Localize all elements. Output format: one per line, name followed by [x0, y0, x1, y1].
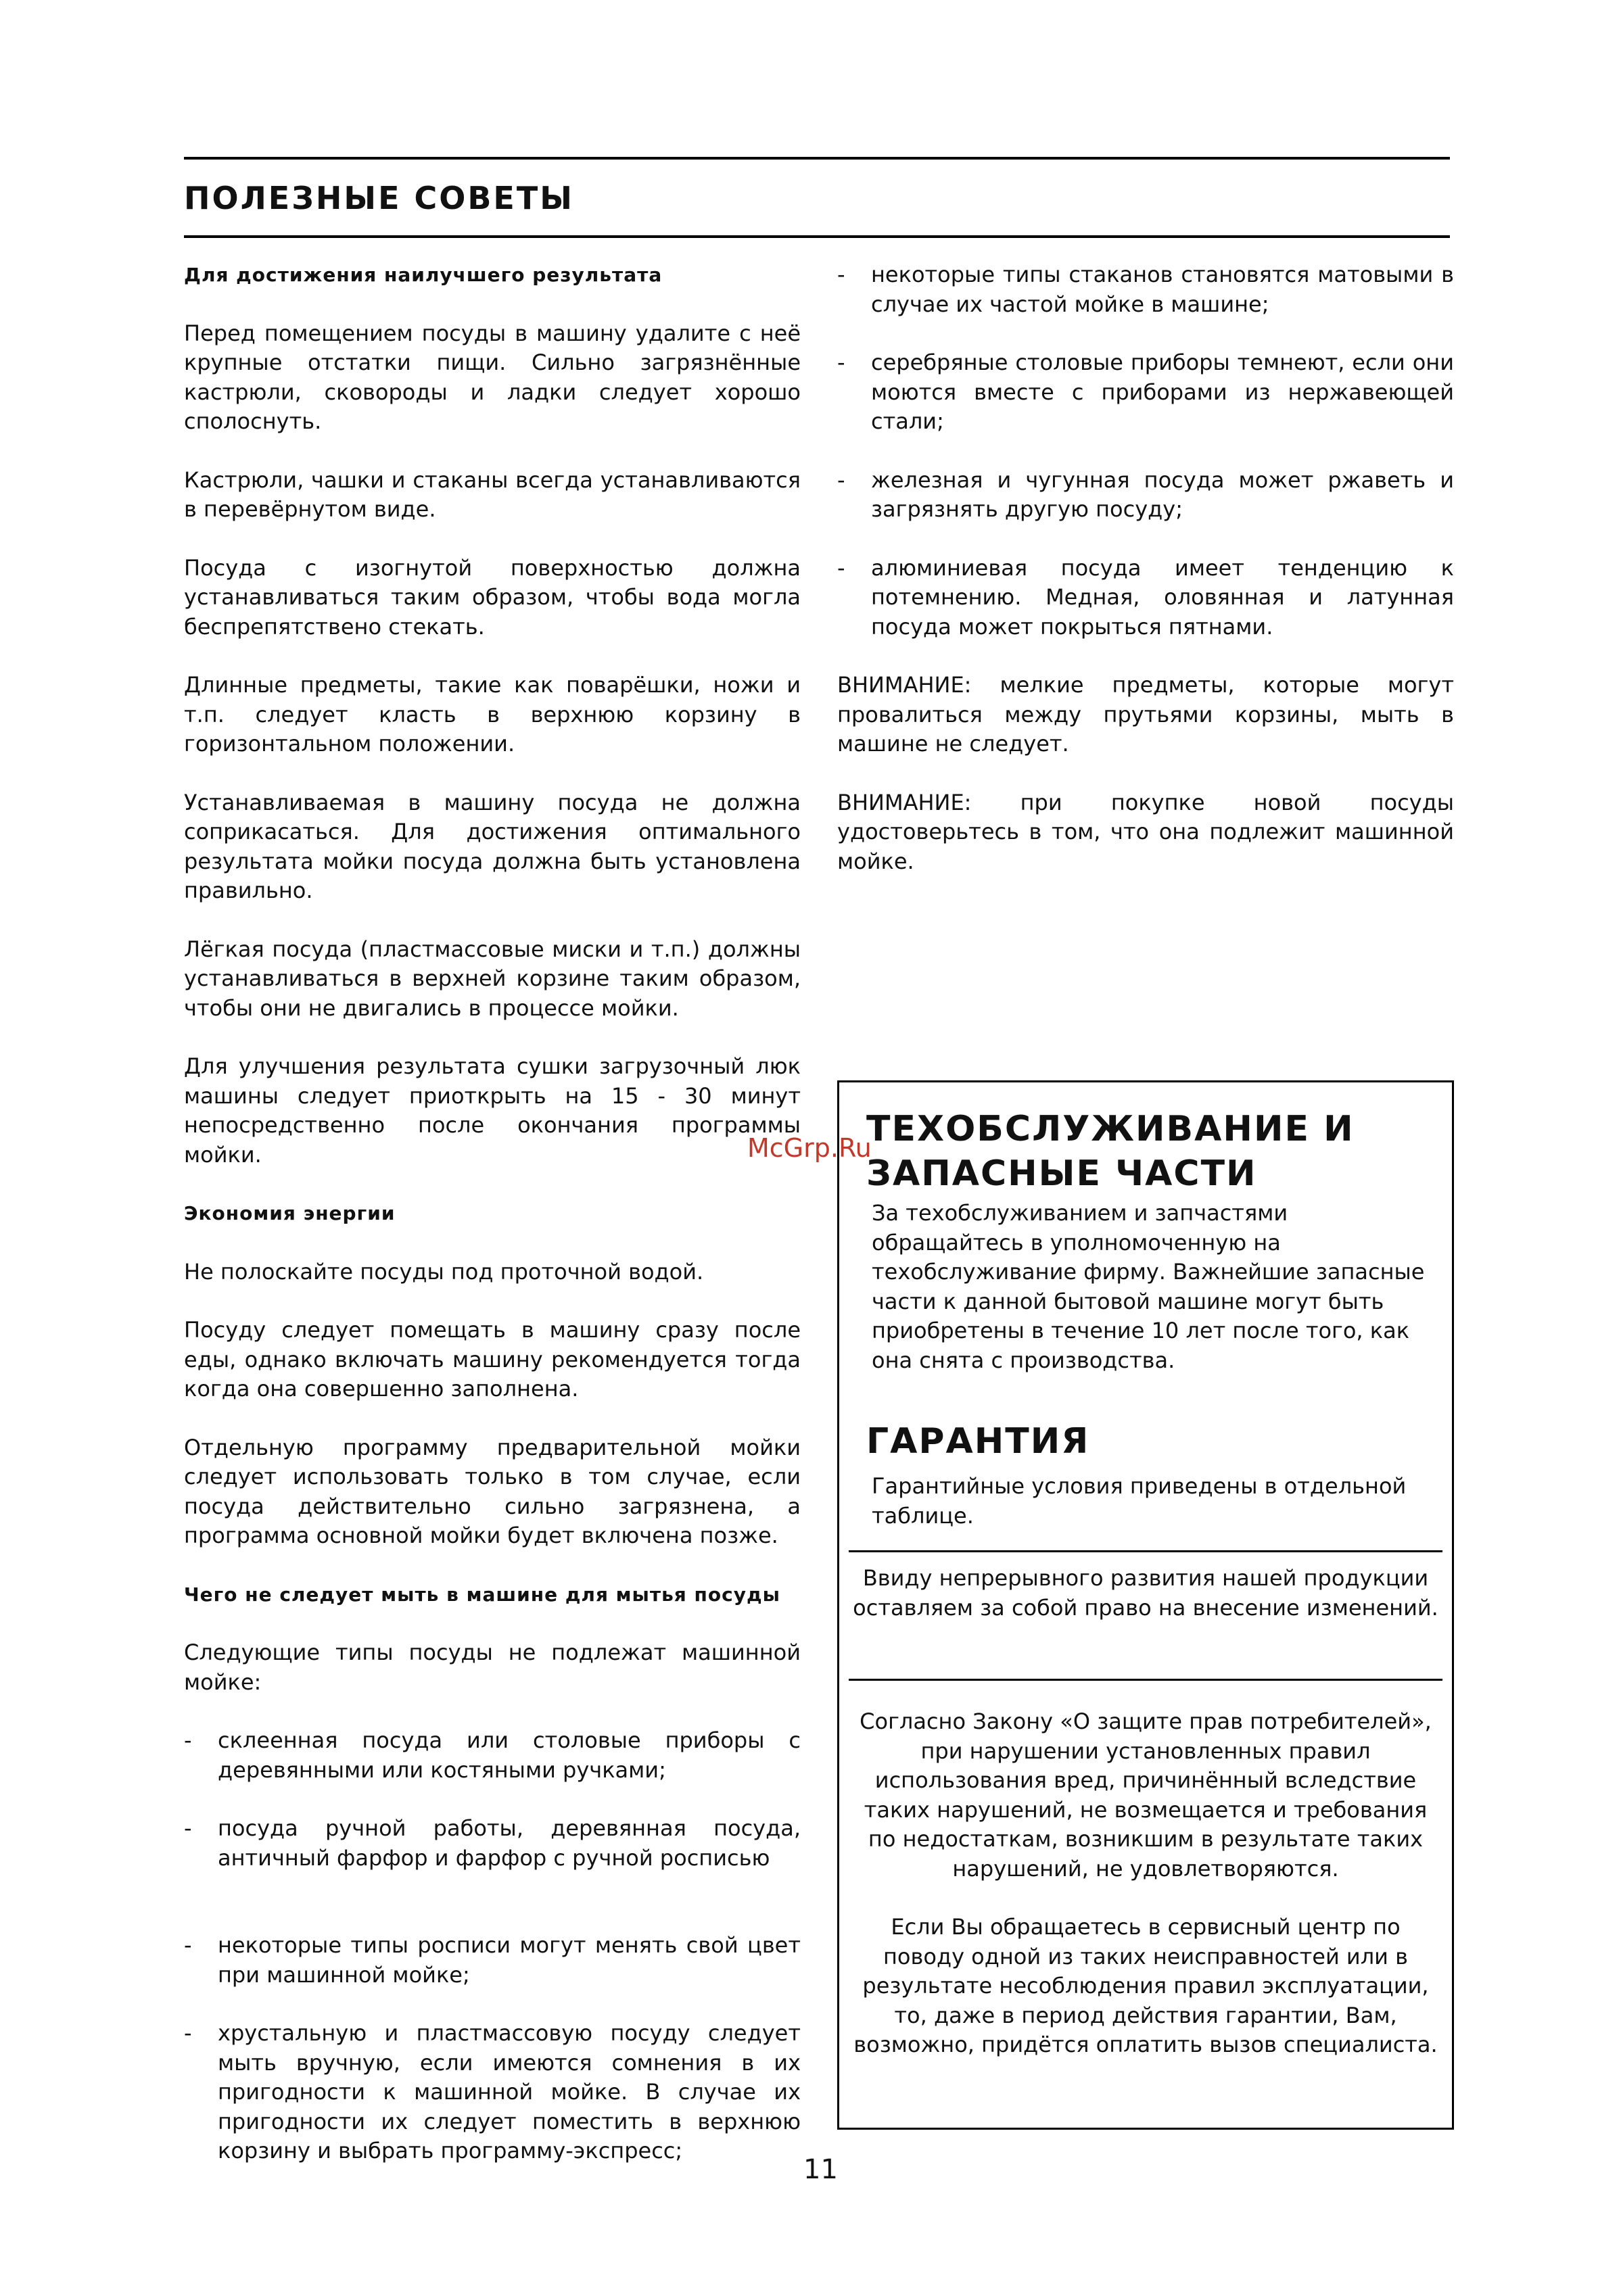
list-item-text: алюминиевая посуда имеет тенденцию к потемнению. Медная, оловянная и латунная посуда может покрыться пятнами. [871, 554, 1454, 640]
dash-bullet: - [837, 262, 845, 287]
paragraph: Не полоскайте посуды под проточной водой. [184, 1258, 704, 1285]
list-item-text: серебряные столовые приборы темнеют, если они моются вместе с приборами из нержавеющей стали; [871, 350, 1454, 434]
product-notice [853, 1564, 1438, 1623]
watermark: McGrp.Ru [747, 1133, 872, 1163]
list-item [837, 348, 1454, 437]
list-item-text: некоторые типы стаканов становятся матовыми в случае их частой мойке в машине; [871, 262, 1454, 317]
paragraph: Посуда с изогнутой поверхностью должна устанавливаться таким образом, чтобы вода могла беспрепятствено стекать. [184, 554, 801, 640]
divider [849, 1679, 1442, 1681]
list-item [184, 2019, 801, 2166]
list-item [184, 1931, 801, 1990]
paragraph: Длинные предметы, такие как поварёшки, ножи и т.п. следует класть в верхнюю корзину в горизонтальном положении. [184, 672, 801, 757]
service-text: За техобслуживанием и запчастями обращайтесь в уполномоченную на техобслуживание фирму. Важнейшие запасные части к данной бытовой машине могут быть приобретены в течение 10 лет после того, как она снята с производства. [872, 1200, 1425, 1373]
warning-note: ВНИМАНИЕ: при покупке новой посуды удостоверьтесь в том, что она подлежит машинной мойке. [837, 789, 1454, 874]
top-rule [184, 157, 1450, 160]
unsuitable-items-list-continued [837, 260, 1454, 642]
law-text: Если Вы обращаетесь в сервисный центр по поводу одной из таких неисправностей или в результате несоблюдения правил эксплуатации, то, даже в период действия гарантии, Вам, возможно, придётся оплатить вызов специалиста. [853, 1914, 1438, 2057]
list-item-text: посуда ручной работы, деревянная посуда, античный фарфор и фарфор с ручной росписью [218, 1815, 801, 1871]
paragraph: Устанавливаемая в машину посуда не должна соприкасаться. Для достижения оптимального результата мойки посуда должна быть установлена правильно. [184, 789, 801, 903]
list-item [184, 1814, 801, 1873]
paragraph: Отдельную программу предварительной мойки следует использовать только в том случае, если посуда действительно сильно загрязнена, а программа основной мойки будет включена позже. [184, 1434, 801, 1548]
dash-bullet: - [184, 2020, 192, 2046]
page-title: ПОЛЕЗНЫЕ СОВЕТЫ [184, 180, 574, 216]
dash-bullet: - [184, 1815, 192, 1841]
notice-text: Ввиду непрерывного развития нашей продукции оставляем за собой право на внесение изменений. [853, 1565, 1438, 1621]
list-item-text: хрустальную и пластмассовую посуду следует мыть вручную, если имеются сомнения в их пригодности к машинной мойке. В случае их пригодности их следует поместить в верхнюю корзину и выбрать программу-экспресс; [218, 2020, 801, 2163]
list-item [184, 1726, 801, 1785]
page-number: 11 [803, 2154, 838, 2185]
paragraph: Перед помещением посуды в машину удалите с неё крупные отстатки пищи. Сильно загрязнённые кастрюли, сковороды и ладки следует хорошо сполоснуть. [184, 320, 801, 434]
service-heading-line1: ТЕХОБСЛУЖИВАНИЕ И [866, 1109, 1355, 1149]
list-item-text: железная и чугунная посуда может ржаветь и загрязнять другую посуду; [871, 467, 1454, 522]
not-dishwasher-safe-heading: Чего не следует мыть в машине для мытья посуды [184, 1583, 780, 1606]
energy-saving-heading: Экономия энергии [184, 1202, 396, 1224]
service-warranty-box [837, 1080, 1454, 2130]
paragraph: Следующие типы посуды не подлежат машинной мойке: [184, 1640, 801, 1695]
law-text: Согласно Закону «О защите прав потребителей», при нарушении установленных правил использования вред, причинённый вследствие таких нарушений, не возмещается и требования по недостаткам, возникшим в результате таких нарушений, не удовлетворяются. [860, 1708, 1432, 1882]
warranty-text: Гарантийные условия приведены в отдельной таблице. [872, 1473, 1407, 1529]
warranty-heading: ГАРАНТИЯ [866, 1421, 1090, 1462]
unsuitable-items-list [184, 1726, 801, 2166]
dash-bullet: - [837, 467, 845, 493]
list-item [837, 260, 1454, 319]
warning-note: ВНИМАНИЕ: мелкие предметы, которые могут провалиться между прутьями корзины, мыть в машине не следует. [837, 672, 1454, 757]
list-item-text: некоторые типы росписи могут менять свой цвет при машинной мойке; [218, 1932, 801, 1988]
right-column [837, 260, 1454, 905]
title-underline [184, 235, 1450, 238]
left-column [184, 260, 801, 2195]
paragraph: Посуду следует помещать в машину сразу после еды, однако включать машину рекомендуется тогда когда она совершенно заполнена. [184, 1317, 801, 1402]
paragraph: Лёгкая посуда (пластмассовые миски и т.п.) должны устанавливаться в верхней корзине таким образом, чтобы они не двигались в процессе мойки. [184, 936, 801, 1021]
paragraph: Для улучшения результата сушки загрузочный люк машины следует приоткрыть на 15 - 30 минут непосредственно после окончания программы мойки. [184, 1053, 801, 1168]
list-item [837, 466, 1454, 525]
dash-bullet: - [837, 554, 845, 581]
best-results-heading: Для достижения наилучшего результата [184, 264, 663, 286]
dash-bullet: - [184, 1932, 192, 1958]
service-heading-line2: ЗАПАСНЫЕ ЧАСТИ [866, 1153, 1257, 1194]
divider [849, 1550, 1442, 1552]
consumer-law-notice [853, 1707, 1438, 2060]
dash-bullet: - [184, 1727, 192, 1753]
dash-bullet: - [837, 350, 845, 375]
list-item [837, 554, 1454, 642]
paragraph: Кастрюли, чашки и стаканы всегда устанавливаются в перевёрнутом виде. [184, 467, 801, 522]
list-item-text: склеенная посуда или столовые приборы с деревянными или костяными ручками; [218, 1727, 801, 1783]
